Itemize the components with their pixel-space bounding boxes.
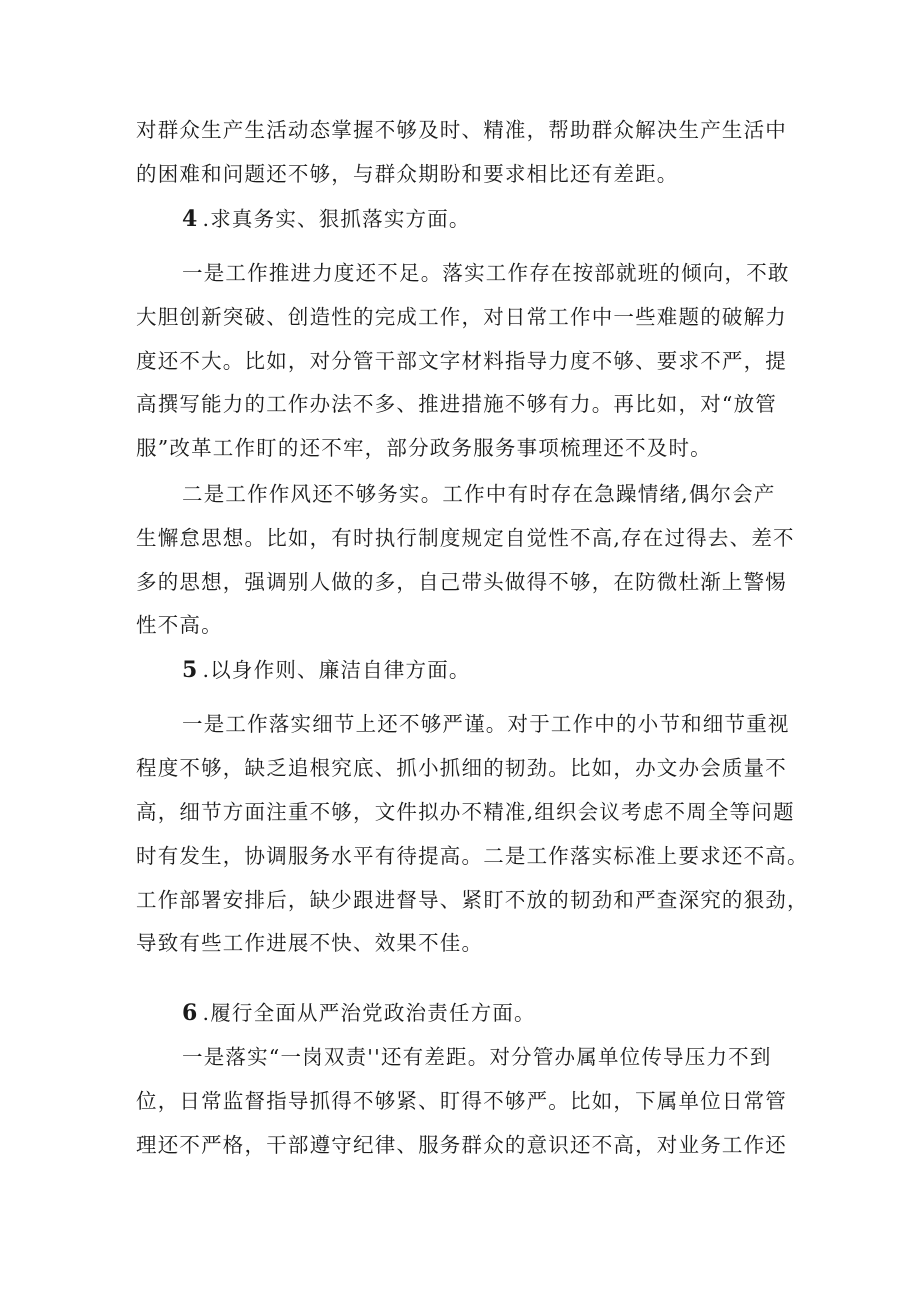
text-line [136, 926, 920, 960]
text-span: 性不高。 [136, 613, 223, 637]
text-span: 一是工作推进力度还不足。落实工作存在按部就班的倾向，不敢 [182, 261, 790, 285]
text-line [182, 707, 920, 741]
section-heading-6 [182, 996, 920, 1030]
heading-title: .以身作则、廉洁自律方面。 [202, 658, 471, 682]
text-span: 工作部署安排后，缺少跟进督导、紧盯不放的韧劲和严查深究的狠劲， [136, 888, 809, 912]
text-line [136, 883, 920, 917]
text-span: 高，细节方面注重不够，文件拟办不精准,组织会议考虑不周全等问题 [136, 800, 795, 824]
text-span: 服”改革工作盯的还不牢，部分政务服务事项梳理还不及时。 [136, 436, 712, 460]
text-line [182, 256, 920, 290]
heading-title: .求真务实、狠抓落实方面。 [202, 207, 471, 231]
text-span: 程度不够，缺乏追根究底、抓小抓细的韧劲。比如，办文办会质量不 [136, 756, 787, 780]
heading-number: 5 [182, 657, 199, 683]
text-line [136, 608, 920, 642]
text-line [136, 344, 920, 378]
text-line [136, 751, 920, 785]
section-heading-4 [182, 202, 920, 236]
text-line [136, 431, 920, 465]
text-span: 多的思想，强调别人做的多，自己带头做得不够，在防微杜渐上警惕 [136, 570, 787, 594]
text-line [182, 1040, 920, 1074]
text-span: 生懈怠思想。比如，有时执行制度规定自觉性不高,存在过得去、差不 [136, 526, 795, 550]
text-line [136, 521, 920, 555]
text-span: 大胆创新突破、创造性的完成工作，对日常工作中一些难题的破解力 [136, 305, 787, 329]
text-span: 时有发生，协调服务水平有待提高。二是工作落实标准上要求还不高。 [136, 844, 809, 868]
text-line [136, 565, 920, 599]
text-span: 二是工作作风还不够务实。工作中有时存在急躁情绪,偶尔会产 [182, 482, 776, 506]
text-line [136, 1128, 920, 1162]
text-span: 对群众生产生活动态掌握不够及时、精准，帮助群众解决生产生活中 [136, 118, 787, 142]
text-span: 一是落实“一岗双责''还有差距。对分管办属单位传导压力不到 [182, 1045, 772, 1069]
text-span: 位，日常监督指导抓得不够紧、盯得不够严。比如，下属单位日常管 [136, 1089, 787, 1113]
text-line [136, 839, 920, 873]
text-span: 理还不严格，干部遵守纪律、服务群众的意识还不高，对业务工作还 [136, 1133, 787, 1157]
text-span: 高撰写能力的工作办法不多、推进措施不够有力。再比如，对“放管 [136, 392, 777, 416]
text-line [136, 387, 920, 421]
section-heading-5 [182, 653, 920, 687]
heading-number: 6 [182, 1000, 199, 1026]
text-span: 导致有些工作进展不快、效果不佳。 [136, 931, 484, 955]
text-span: 的困难和问题还不够，与群众期盼和要求相比还有差距。 [136, 162, 679, 186]
text-line [136, 1084, 920, 1118]
text-span: 一是工作落实细节上还不够严谨。对于工作中的小节和细节重视 [182, 712, 790, 736]
heading-number: 4 [182, 206, 199, 232]
text-line [136, 795, 920, 829]
heading-title: .履行全面从严治党政治责任方面。 [202, 1001, 536, 1025]
text-line [136, 113, 920, 147]
text-span: 度还不大。比如，对分管干部文字材料指导力度不够、要求不严，提 [136, 349, 787, 373]
text-line [136, 300, 920, 334]
text-line [182, 477, 920, 511]
text-line [136, 157, 920, 191]
